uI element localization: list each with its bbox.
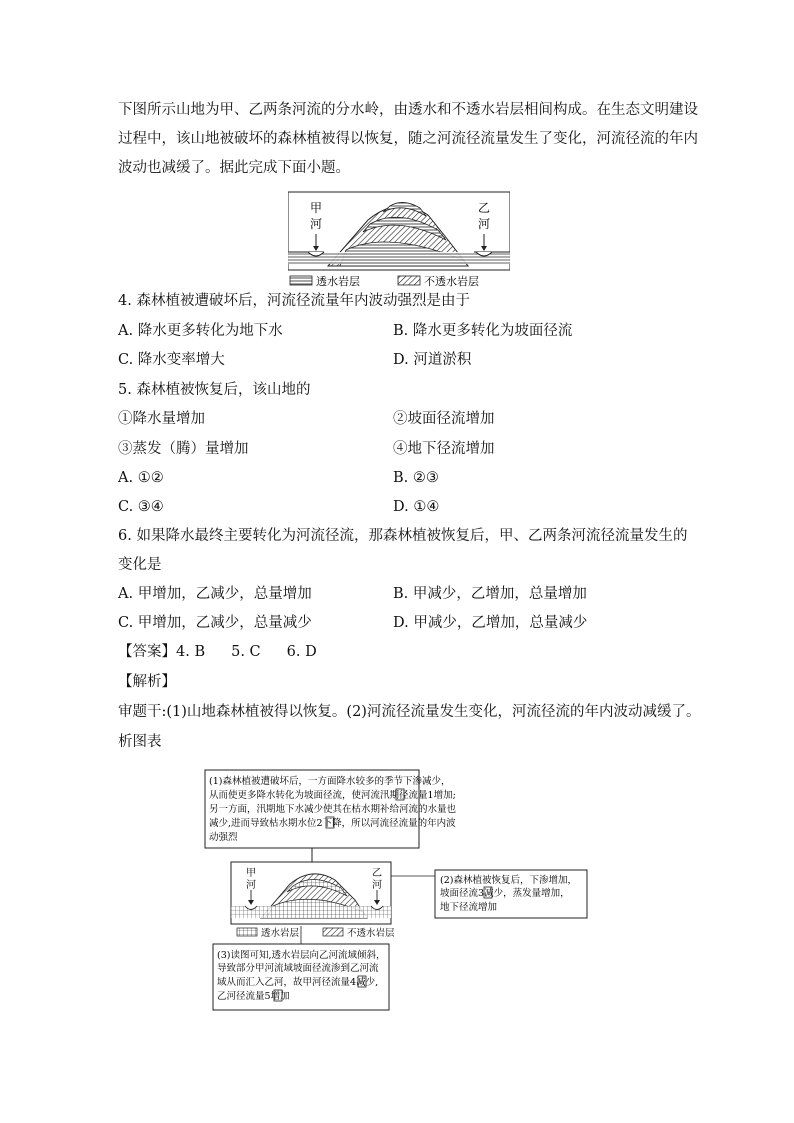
box3-line-3: 域从而汇入乙河，故甲河径流量 bbox=[217, 977, 351, 988]
fig2-legend-impermeable: 不透水岩层 bbox=[347, 928, 395, 939]
box1-line-1: (1)森林植被遭破坏后，一方面降水较多的季节下渗减少， bbox=[209, 776, 451, 787]
q5-option-c: C. ③④ bbox=[118, 499, 164, 515]
box1-mark-2: 2 bbox=[316, 818, 323, 829]
q4-stem: 4. 森林植被遭破坏后，河流径流量年内波动强烈是由于 bbox=[118, 293, 470, 309]
q4-option-d: D. 河道淤积 bbox=[393, 352, 472, 368]
fig2-river-right-1: 乙 bbox=[372, 868, 382, 879]
box2-line-3: 地下径流增加 bbox=[440, 902, 498, 913]
box2-mark: 3 bbox=[478, 888, 485, 899]
legend-impermeable-swatch bbox=[398, 276, 420, 285]
box2-word: 减少 bbox=[484, 888, 504, 899]
fig1-river-right-2: 河 bbox=[478, 217, 491, 231]
intro-line-3: 波动也减缓了。据此完成下面小题。 bbox=[118, 160, 350, 176]
box3-word-2: 增加 bbox=[270, 991, 290, 1002]
q6-option-a: A. 甲增加，乙减少，总量增加 bbox=[118, 586, 312, 602]
fig1-river-left-1: 甲 bbox=[310, 201, 323, 215]
box1-tail-2: ，所以河流径流量的年内波 bbox=[341, 818, 456, 829]
box2-line-1: (2)森林植被恢复后，下渗增加， bbox=[440, 875, 577, 886]
box3-word-1: 减少 bbox=[356, 977, 376, 988]
box2-line-2: 坡面径流 bbox=[440, 888, 479, 899]
q5-option-d: D. ①④ bbox=[393, 499, 440, 515]
figure-cross-section bbox=[288, 190, 510, 290]
legend-permeable-swatch bbox=[290, 276, 312, 285]
answer-label: 【答案】 bbox=[118, 644, 176, 660]
q6-option-b: B. 甲减少，乙增加，总量增加 bbox=[393, 586, 587, 602]
box3-line-1: (3)读图可知,透水岩层向乙河流域倾斜， bbox=[217, 950, 386, 961]
box3-mark-1: 4 bbox=[350, 977, 357, 988]
analysis-line-1: 审题干:(1)山地森林植被得以恢复。(2)河流径流量发生变化，河流径流的年内波动减缓了。 bbox=[118, 704, 701, 720]
fig2-legend-permeable: 透水岩层 bbox=[261, 928, 300, 939]
analysis-line-2: 析图表 bbox=[118, 734, 162, 750]
q5-option-b: B. ②③ bbox=[393, 470, 439, 486]
fig2-river-left-2: 河 bbox=[246, 880, 256, 891]
q5-statement-2: ②坡面径流增加 bbox=[393, 411, 495, 427]
svg-text:域从而汇入乙河，故甲河径流量4减少, bbox=[217, 976, 378, 988]
answer-item-4: 4. B bbox=[176, 644, 206, 660]
svg-text:坡面径流3减少，蒸发量增加， bbox=[440, 887, 570, 899]
box1-line-2: 从而使更多降水转化为坡面径流，使河流汛期径流量 bbox=[209, 790, 428, 801]
answer-line bbox=[118, 642, 317, 662]
figure-analysis-diagram bbox=[195, 766, 595, 1016]
q5-option-a: A. ①② bbox=[118, 470, 164, 486]
box1-line-5: 动强烈 bbox=[209, 832, 238, 843]
intro-line-1: 下图所示山地为甲、乙两条河流的分水岭，由透水和不透水岩层相间构成。在生态文明建设 bbox=[118, 102, 698, 118]
fig1-river-left-2: 河 bbox=[310, 217, 323, 231]
box3-mark-2: 5 bbox=[264, 991, 271, 1002]
svg-text:从而使更多降水转化为坡面径流，使河流汛期径流量1增加; bbox=[209, 789, 456, 801]
fig1-legend-impermeable: 不透水岩层 bbox=[424, 275, 479, 288]
answer-item-5: 5. C bbox=[231, 644, 261, 660]
q6-stem-2: 变化是 bbox=[118, 557, 162, 573]
box1-word-2: 下降 bbox=[322, 818, 342, 829]
box1-line-3: 另一方面，汛期地下水减少使其在枯水期补给河流的水量也 bbox=[209, 804, 457, 815]
box2-line-2b: ，蒸发量增加， bbox=[503, 888, 570, 899]
svg-text:减少,进而导致枯水期水位2下降，所以河流径流量的年内波 bbox=[209, 817, 456, 829]
box1-line-4: 减少,进而导致枯水期水位 bbox=[209, 818, 317, 829]
q5-statement-4: ④地下径流增加 bbox=[393, 441, 495, 457]
box3-line-2: 导致部分甲河流域坡面径流渗到乙河流 bbox=[217, 963, 379, 974]
fig2-river-right-2: 河 bbox=[372, 880, 382, 891]
box3-line-4: 乙河径流量 bbox=[217, 991, 265, 1002]
svg-text:乙河径流量5增加 bbox=[217, 990, 290, 1002]
q5-statement-3: ③蒸发（腾）量增加 bbox=[118, 441, 249, 457]
answer-item-6: 6. D bbox=[286, 644, 317, 660]
box1-mark-1: 1 bbox=[427, 790, 434, 801]
box1-word-1: 增加 bbox=[433, 790, 453, 801]
q4-option-a: A. 降水更多转化为地下水 bbox=[118, 323, 283, 339]
fig2-river-left-1: 甲 bbox=[246, 868, 256, 879]
box1-end-1: ; bbox=[452, 790, 456, 801]
fig1-legend-permeable: 透水岩层 bbox=[316, 275, 360, 288]
box3-end-1: , bbox=[375, 977, 379, 988]
q6-option-d: D. 甲减少，乙增加，总量减少 bbox=[393, 615, 588, 631]
q6-option-c: C. 甲增加，乙减少，总量减少 bbox=[118, 615, 312, 631]
q5-stem: 5. 森林植被恢复后，该山地的 bbox=[118, 382, 311, 398]
q6-stem-1: 6. 如果降水最终主要转化为河流径流，那森林植被恢复后，甲、乙两条河流径流量发生的 bbox=[118, 528, 688, 544]
q4-option-b: B. 降水更多转化为坡面径流 bbox=[393, 323, 573, 339]
q4-option-c: C. 降水变率增大 bbox=[118, 352, 225, 368]
q5-statement-1: ①降水量增加 bbox=[118, 411, 205, 427]
analysis-label: 【解析】 bbox=[118, 674, 176, 690]
fig1-river-right-1: 乙 bbox=[478, 201, 491, 215]
intro-line-2: 过程中，该山地被破坏的森林植被得以恢复，随之河流径流量发生了变化，河流径流的年内 bbox=[118, 131, 698, 147]
